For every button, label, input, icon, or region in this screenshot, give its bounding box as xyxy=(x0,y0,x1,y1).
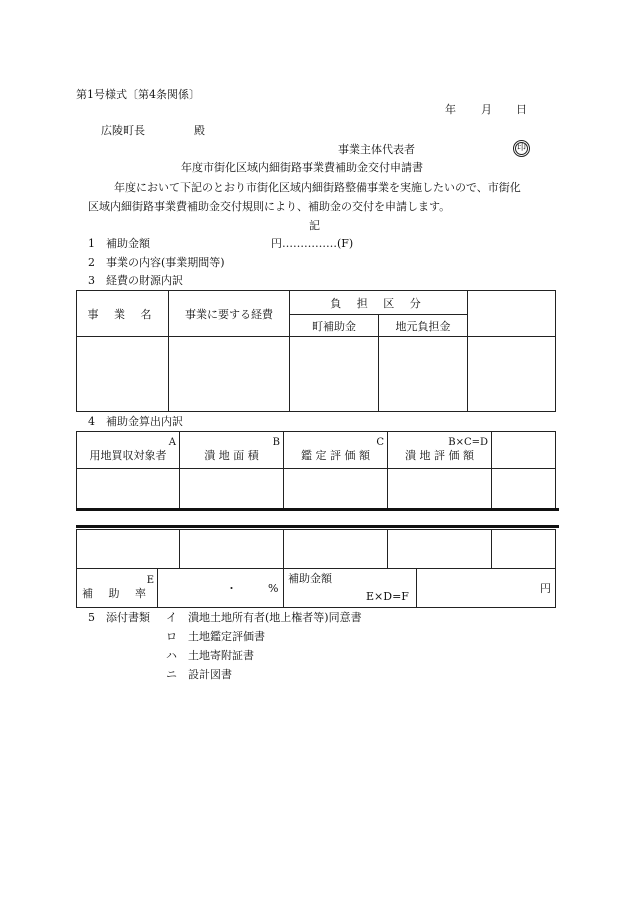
date-month: 月 xyxy=(481,103,492,116)
cell-appraisal-value-cont[interactable] xyxy=(284,530,388,569)
letter-d: B×C=D xyxy=(448,437,488,448)
label-appraisal-value: 鑑 定 評 価 額 xyxy=(301,449,370,462)
cell-acquisition-target[interactable] xyxy=(77,469,180,509)
label-land-valuation: 潰 地 評 価 額 xyxy=(405,449,474,462)
date-day: 日 xyxy=(516,103,527,116)
date-year: 年 xyxy=(445,103,456,116)
cell-subsidy-amount-value[interactable] xyxy=(417,569,556,608)
attachment-consent-form: 潰地土地所有者(地上権者等)同意書 xyxy=(188,611,362,624)
header-project-name: 事 業 名 xyxy=(77,291,169,337)
cell-blank-cont[interactable] xyxy=(492,530,556,569)
attachment-appraisal-report: 土地鑑定評価書 xyxy=(188,630,265,643)
body-line-2: 区域内細街路事業費補助金交付規則により、補助金の交付を申請します。 xyxy=(88,200,451,213)
item-4-label: 補助金算出内訳 xyxy=(106,415,183,428)
attachment-mark-ha: ハ xyxy=(166,649,177,662)
funding-table xyxy=(76,290,556,412)
header-d xyxy=(388,432,492,469)
item-1-label: 補助金額 xyxy=(106,237,150,250)
header-town-subsidy: 町補助金 xyxy=(290,315,379,337)
yen-unit: 円 xyxy=(540,582,551,595)
cell-acquisition-target-cont[interactable] xyxy=(77,530,180,569)
attachment-design-docs: 設計図書 xyxy=(188,668,232,681)
cell-blank[interactable] xyxy=(492,469,556,509)
letter-e: E xyxy=(146,575,154,586)
cell-subsidy-rate-value[interactable] xyxy=(158,569,284,608)
body-line-1: 年度において下記のとおり市街化区域内細街路整備事業を実施したいので、市街化 xyxy=(114,181,521,194)
header-project-cost: 事業に要する経費 xyxy=(169,291,290,337)
blank-header-cell xyxy=(492,432,556,469)
header-local-burden: 地元負担金 xyxy=(379,315,468,337)
form-id: 第1号様式〔第4条関係〕 xyxy=(76,88,200,101)
item-3-number: 3 xyxy=(88,274,95,287)
label-acquisition-target: 用地買収対象者 xyxy=(89,449,167,462)
header-a xyxy=(77,432,180,469)
representative-label: 事業主体代表者 xyxy=(338,143,415,156)
label-subsidy-amount: 補助金額 xyxy=(288,572,332,585)
separator-line-top xyxy=(76,508,559,511)
formula-e-d-f: E×D=F xyxy=(366,590,409,603)
addressee-name: 広陵町長 xyxy=(101,124,145,137)
page-title: 年度市街化区域内細街路事業費補助金交付申請書 xyxy=(181,161,423,174)
blank-header-cell xyxy=(468,291,556,337)
header-burden: 負 担 区 分 xyxy=(290,291,468,315)
cell-project-cost[interactable] xyxy=(169,337,290,412)
seal-icon: 印 xyxy=(513,140,530,157)
cell-appraisal-value[interactable] xyxy=(284,469,388,509)
attachment-mark-ni: ニ xyxy=(166,668,177,681)
attachment-donation-cert: 土地寄附証書 xyxy=(188,649,254,662)
item-1-amount: 円……………(F) xyxy=(271,237,354,250)
attachment-mark-i: イ xyxy=(166,611,177,624)
item-5-number: 5 xyxy=(88,611,95,624)
cell-land-area-cont[interactable] xyxy=(180,530,284,569)
rate-table xyxy=(76,529,556,608)
rate-decimal-point: ・ xyxy=(226,582,237,595)
separator-line-bottom xyxy=(76,525,559,528)
item-5-label: 添付書類 xyxy=(106,611,150,624)
letter-b: B xyxy=(272,437,280,448)
item-2-label: 事業の内容(事業期間等) xyxy=(106,256,225,269)
item-1-number: 1 xyxy=(88,237,95,250)
cell-project-name[interactable] xyxy=(77,337,169,412)
rate-percent-sign: % xyxy=(268,582,279,595)
attachment-mark-ro: ロ xyxy=(166,630,177,643)
letter-c: C xyxy=(376,437,384,448)
cell-subsidy-rate-label xyxy=(77,569,158,608)
cell-town-subsidy[interactable] xyxy=(290,337,379,412)
item-2-number: 2 xyxy=(88,256,95,269)
header-c xyxy=(284,432,388,469)
item-4-number: 4 xyxy=(88,415,95,428)
cell-land-valuation-cont[interactable] xyxy=(388,530,492,569)
cell-blank[interactable] xyxy=(468,337,556,412)
cell-land-valuation[interactable] xyxy=(388,469,492,509)
addressee-honorific: 殿 xyxy=(194,124,205,137)
calculation-table xyxy=(76,431,556,509)
cell-land-area[interactable] xyxy=(180,469,284,509)
cell-subsidy-amount-label xyxy=(284,569,417,608)
label-subsidy-rate: 補 助 率 xyxy=(82,587,152,600)
header-b xyxy=(180,432,284,469)
item-3-label: 経費の財源内訳 xyxy=(106,274,183,287)
letter-a: A xyxy=(168,437,176,448)
cell-local-burden[interactable] xyxy=(379,337,468,412)
ki-marker: 記 xyxy=(309,219,320,232)
label-land-area: 潰 地 面 積 xyxy=(204,449,259,462)
